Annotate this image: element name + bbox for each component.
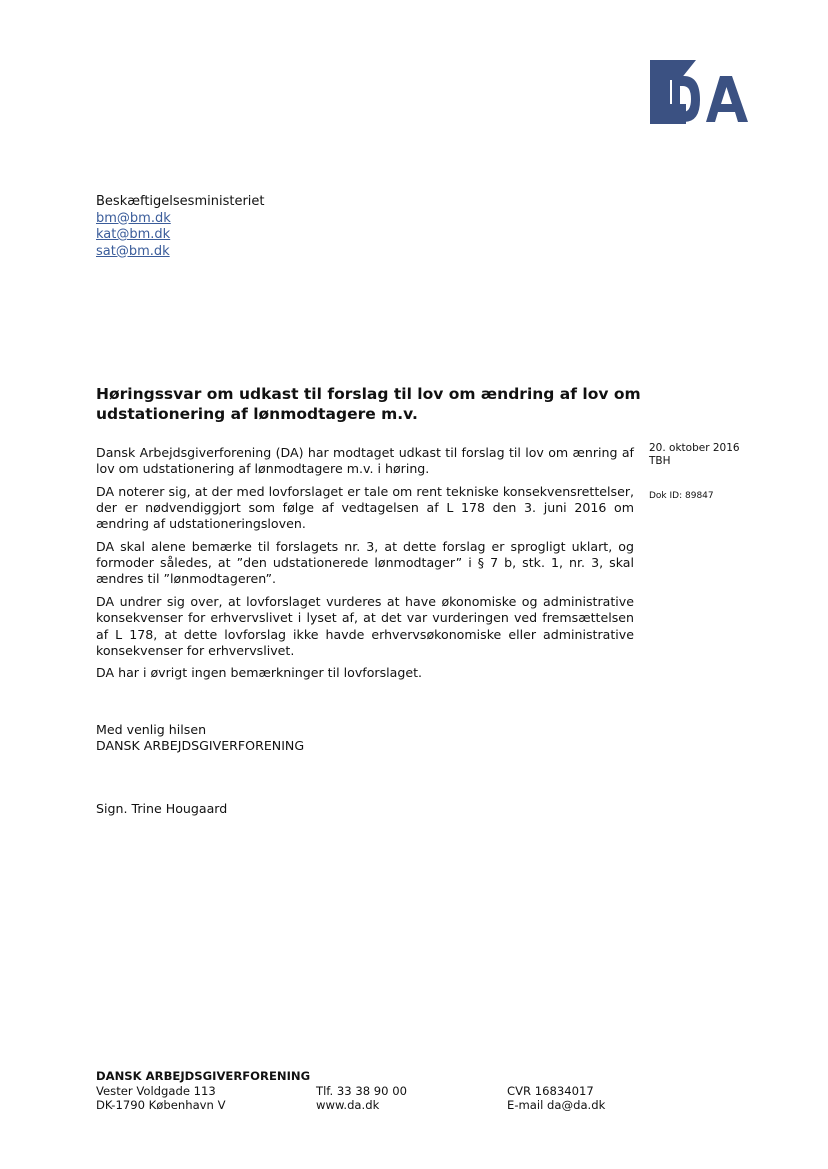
footer-registration — [507, 1084, 605, 1113]
body-paragraph: DA undrer sig over, at lovforslaget vurderes at have økonomiske og administrative konsekvenser for erhvervslivet i lyset af, at det var vurderingen ved fremsættelsen af L 178, at dette lovforslag ikke havde erhvervsøkonomiske eller administrative konsekvenser for erhvervslivet. — [96, 594, 634, 658]
body-paragraph: DA skal alene bemærke til forslagets nr. 3, at dette forslag er sprogligt uklart, og formoder således, at ”den udstationerede lønmodtager” i § 7 b, stk. 1, nr. 3, skal ændres til ”lønmodtageren”. — [96, 539, 634, 587]
footer-city: DK-1790 København V — [96, 1098, 226, 1112]
document-id: Dok ID: 89847 — [649, 491, 714, 501]
document-title: Høringssvar om udkast til forslag til lov om ændring af lov om udstationering af lønmodtagere m.v. — [96, 385, 641, 423]
footer-phone: Tlf. 33 38 90 00 — [316, 1083, 407, 1098]
da-logo — [650, 60, 758, 124]
closing-block — [96, 722, 304, 754]
document-date: 20. oktober 2016 — [649, 442, 740, 454]
document-meta — [649, 442, 769, 503]
body-paragraph: DA har i øvrigt ingen bemærkninger til lovforslaget. — [96, 665, 423, 681]
author-initials: TBH — [649, 455, 671, 467]
email-link-sat[interactable]: sat@bm.dk — [96, 243, 170, 259]
email-link-kat[interactable]: kat@bm.dk — [96, 227, 171, 242]
closing-greeting: Med venlig hilsen — [96, 722, 207, 737]
letter-body — [96, 445, 634, 688]
closing-organization: DANSK ARBEJDSGIVERFORENING — [96, 738, 305, 754]
footer-contact — [316, 1084, 407, 1113]
footer-address — [96, 1084, 226, 1113]
recipient-name: Beskæftigelsesministeriet — [96, 194, 265, 209]
body-paragraph: Dansk Arbejdsgiverforening (DA) har modtaget udkast til forslag til lov om ænring af lov om udstationering af lønmodtagere m.v. i høring. — [96, 445, 634, 477]
da-logo-mark — [650, 60, 748, 124]
footer-website[interactable]: www.da.dk — [316, 1098, 380, 1112]
recipient-block — [96, 194, 265, 260]
footer-cvr: CVR 16834017 — [507, 1083, 594, 1098]
email-link-bm[interactable]: bm@bm.dk — [96, 210, 171, 226]
footer — [96, 1069, 756, 1112]
footer-organization: DANSK ARBEJDSGIVERFORENING — [96, 1069, 311, 1083]
footer-street: Vester Voldgade 113 — [96, 1083, 216, 1098]
footer-email[interactable]: E-mail da@da.dk — [507, 1098, 606, 1112]
body-paragraph: DA noterer sig, at der med lovforslaget er tale om rent tekniske konsekvensrettelser, der er nødvendiggjort som følge af vedtagelsen af L 178 den 3. juni 2016 om ændring af udstationeringsloven. — [96, 483, 634, 532]
signature: Sign. Trine Hougaard — [96, 801, 228, 816]
